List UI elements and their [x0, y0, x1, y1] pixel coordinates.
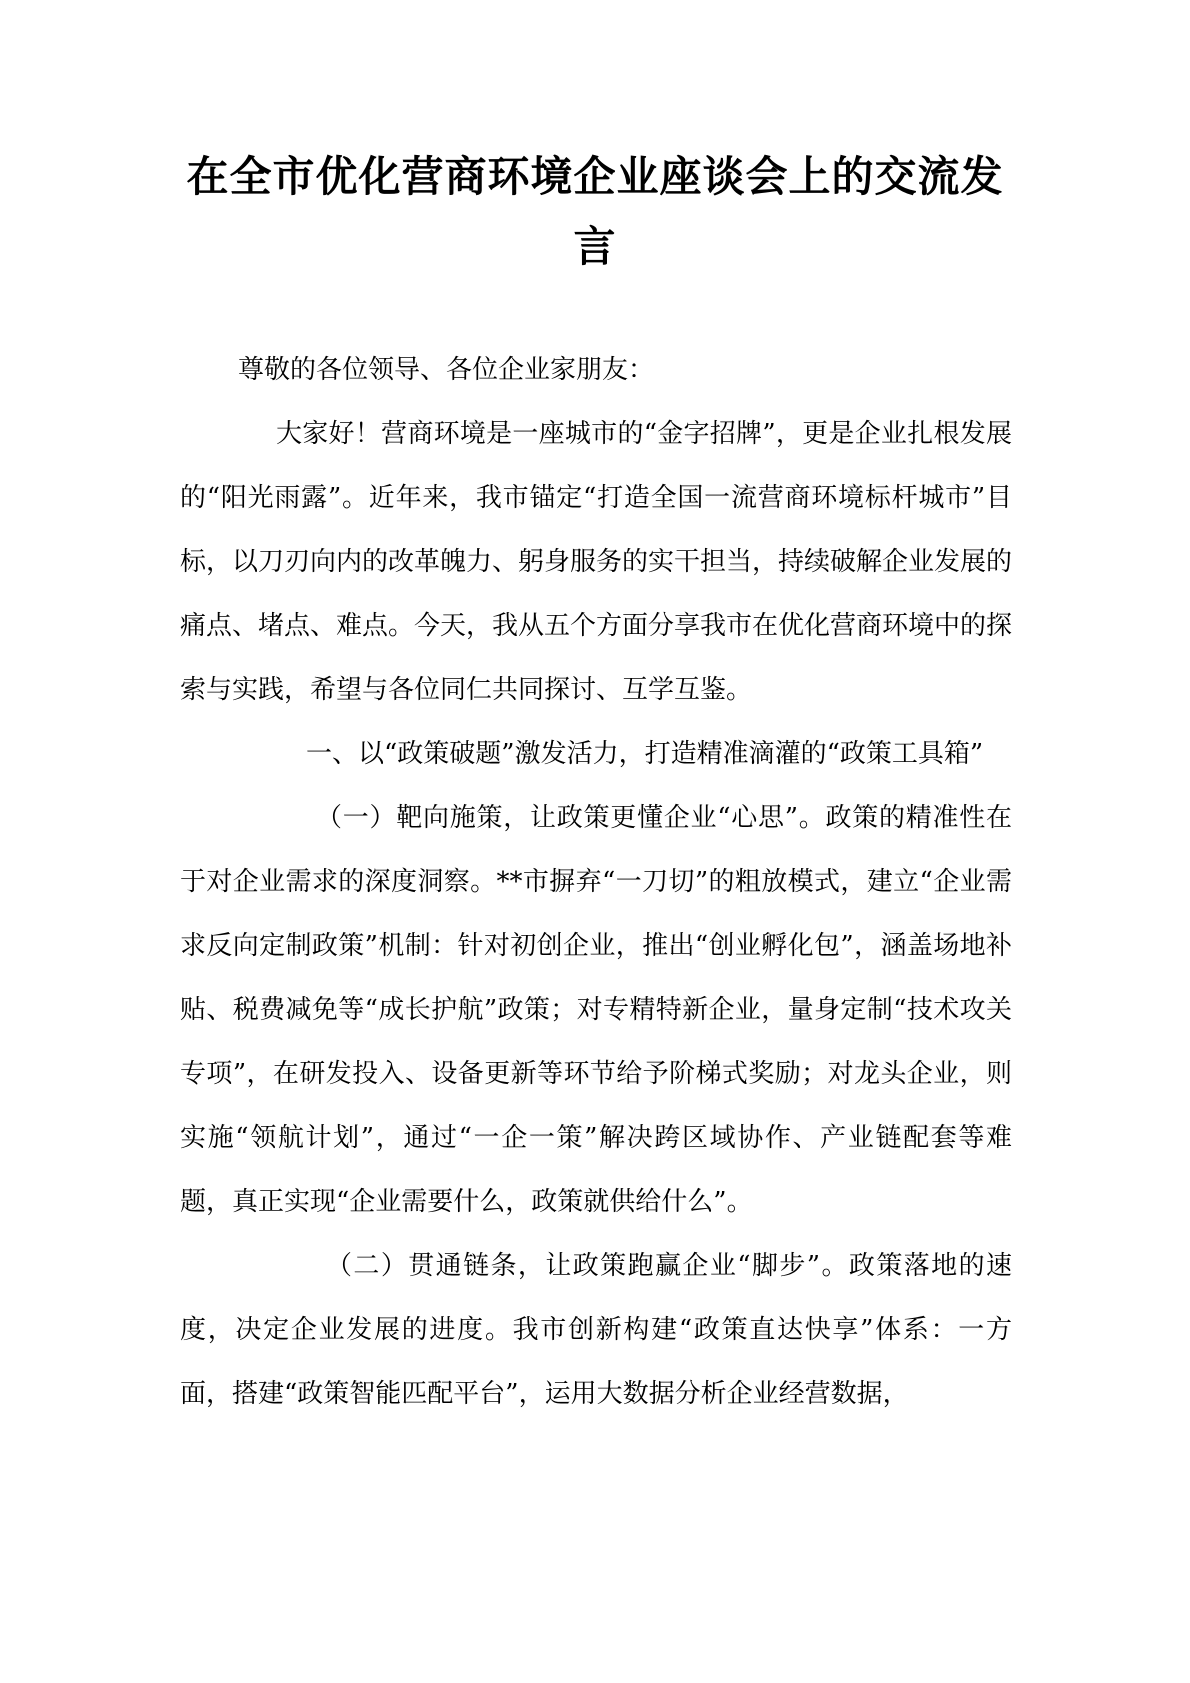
- subsection-2-paragraph: （二）贯通链条，让政策跑赢企业“脚步”。政策落地的速度，决定企业发展的进度。我市创新构建“政策直达快享”体系：一方面，搭建“政策智能匹配平台”，运用大数据分析企业经营数据，: [180, 1251, 1012, 1409]
- subsection-1-paragraph: （一）靶向施策，让政策更懂企业“心思”。政策的精准性在于对企业需求的深度洞察。**市摒弃“一刀切”的粗放模式，建立“企业需求反向定制政策”机制：针对初创企业，推出“创业孵化包”，涵盖场地补贴、税费减免等“成长护航”政策；对专精特新企业，量身定制“技术攻关专项”，在研发投入、设备更新等环节给予阶梯式奖励；对龙头企业，则实施“领航计划”，通过“一企一策”解决跨区域协作、产业链配套等难题，真正实现“企业需要什么，政策就供给什么”。: [180, 803, 1012, 1217]
- intro-paragraph: 大家好！营商环境是一座城市的“金字招牌”，更是企业扎根发展的“阳光雨露”。近年来，我市锚定“打造全国一流营商环境标杆城市”目标，以刀刃向内的改革魄力、躬身服务的实干担当，持续破解企业发展的痛点、堵点、难点。今天，我从五个方面分享我市在优化营商环境中的探索与实践，希望与各位同仁共同探讨、互学互鉴。: [180, 419, 1013, 705]
- section-1-heading: 一、以“政策破题”激发活力，打造精准滴灌的“政策工具箱”: [306, 739, 984, 769]
- document-title: 在全市优化营商环境企业座谈会上的交流发言: [186, 152, 1004, 271]
- salutation: 尊敬的各位领导、各位企业家朋友：: [238, 355, 655, 385]
- document-body: [180, 338, 1012, 1426]
